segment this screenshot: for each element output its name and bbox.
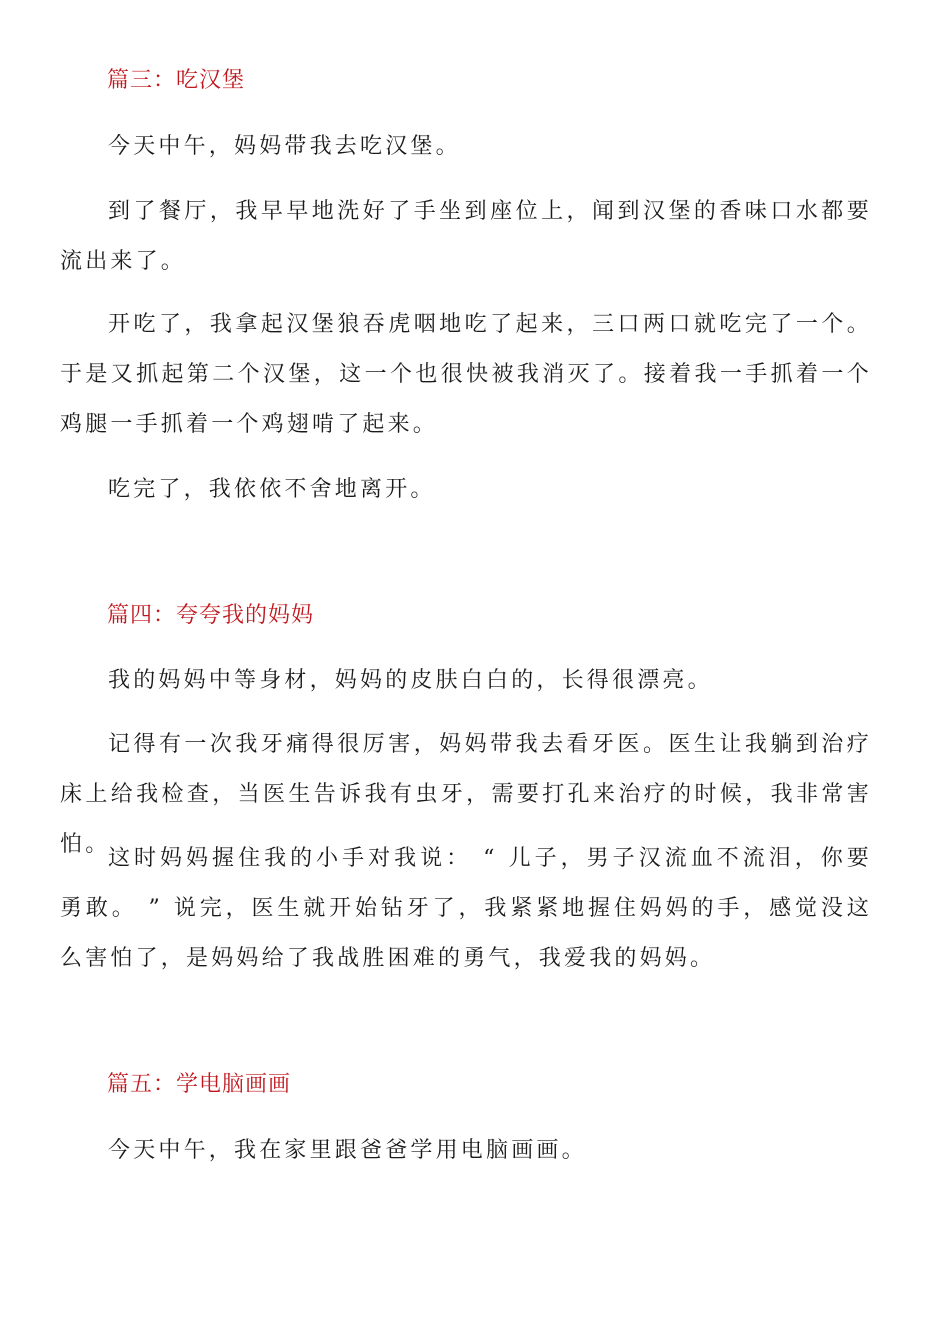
section-title-5: 篇五：学电脑画画 [107, 1072, 292, 1097]
paragraph: 记得有一次我牙痛得很厉害，妈妈带我去看牙医。医生让我躺到治疗床上给我检查，当医生告诉我有虫牙，需要打孔来治疗的时候，我非常害怕。 [60, 732, 872, 857]
paragraph: 到了餐厅，我早早地洗好了手坐到座位上，闻到汉堡的香味口水都要流出来了。 [60, 199, 872, 274]
paragraph: 今天中午，我在家里跟爸爸学用电脑画画。 [108, 1138, 587, 1163]
section-title-4: 篇四：夸夸我的妈妈 [107, 603, 315, 628]
paragraph: 开吃了，我拿起汉堡狼吞虎咽地吃了起来，三口两口就吃完了一个。于是又抓起第二个汉堡，这一个也很快被我消灭了。接着我一手抓着一个鸡腿一手抓着一个鸡翅啃了起来。 [60, 312, 872, 437]
paragraph: 今天中午，妈妈带我去吃汉堡。 [108, 134, 461, 159]
paragraph: 吃完了，我依依不舍地离开。 [108, 477, 436, 502]
paragraph: 我的妈妈中等身材，妈妈的皮肤白白的，长得很漂亮。 [108, 668, 713, 693]
section-title-3: 篇三：吃汉堡 [107, 68, 246, 93]
paragraph: 这时妈妈握住我的小手对我说： “ 儿子，男子汉流血不流泪，你要勇敢。 ” 说完，医生就开始钻牙了，我紧紧地握住妈妈的手，感觉没这么害怕了，是妈妈给了我战胜困难的勇气，我爱我的妈妈。 [60, 846, 872, 971]
